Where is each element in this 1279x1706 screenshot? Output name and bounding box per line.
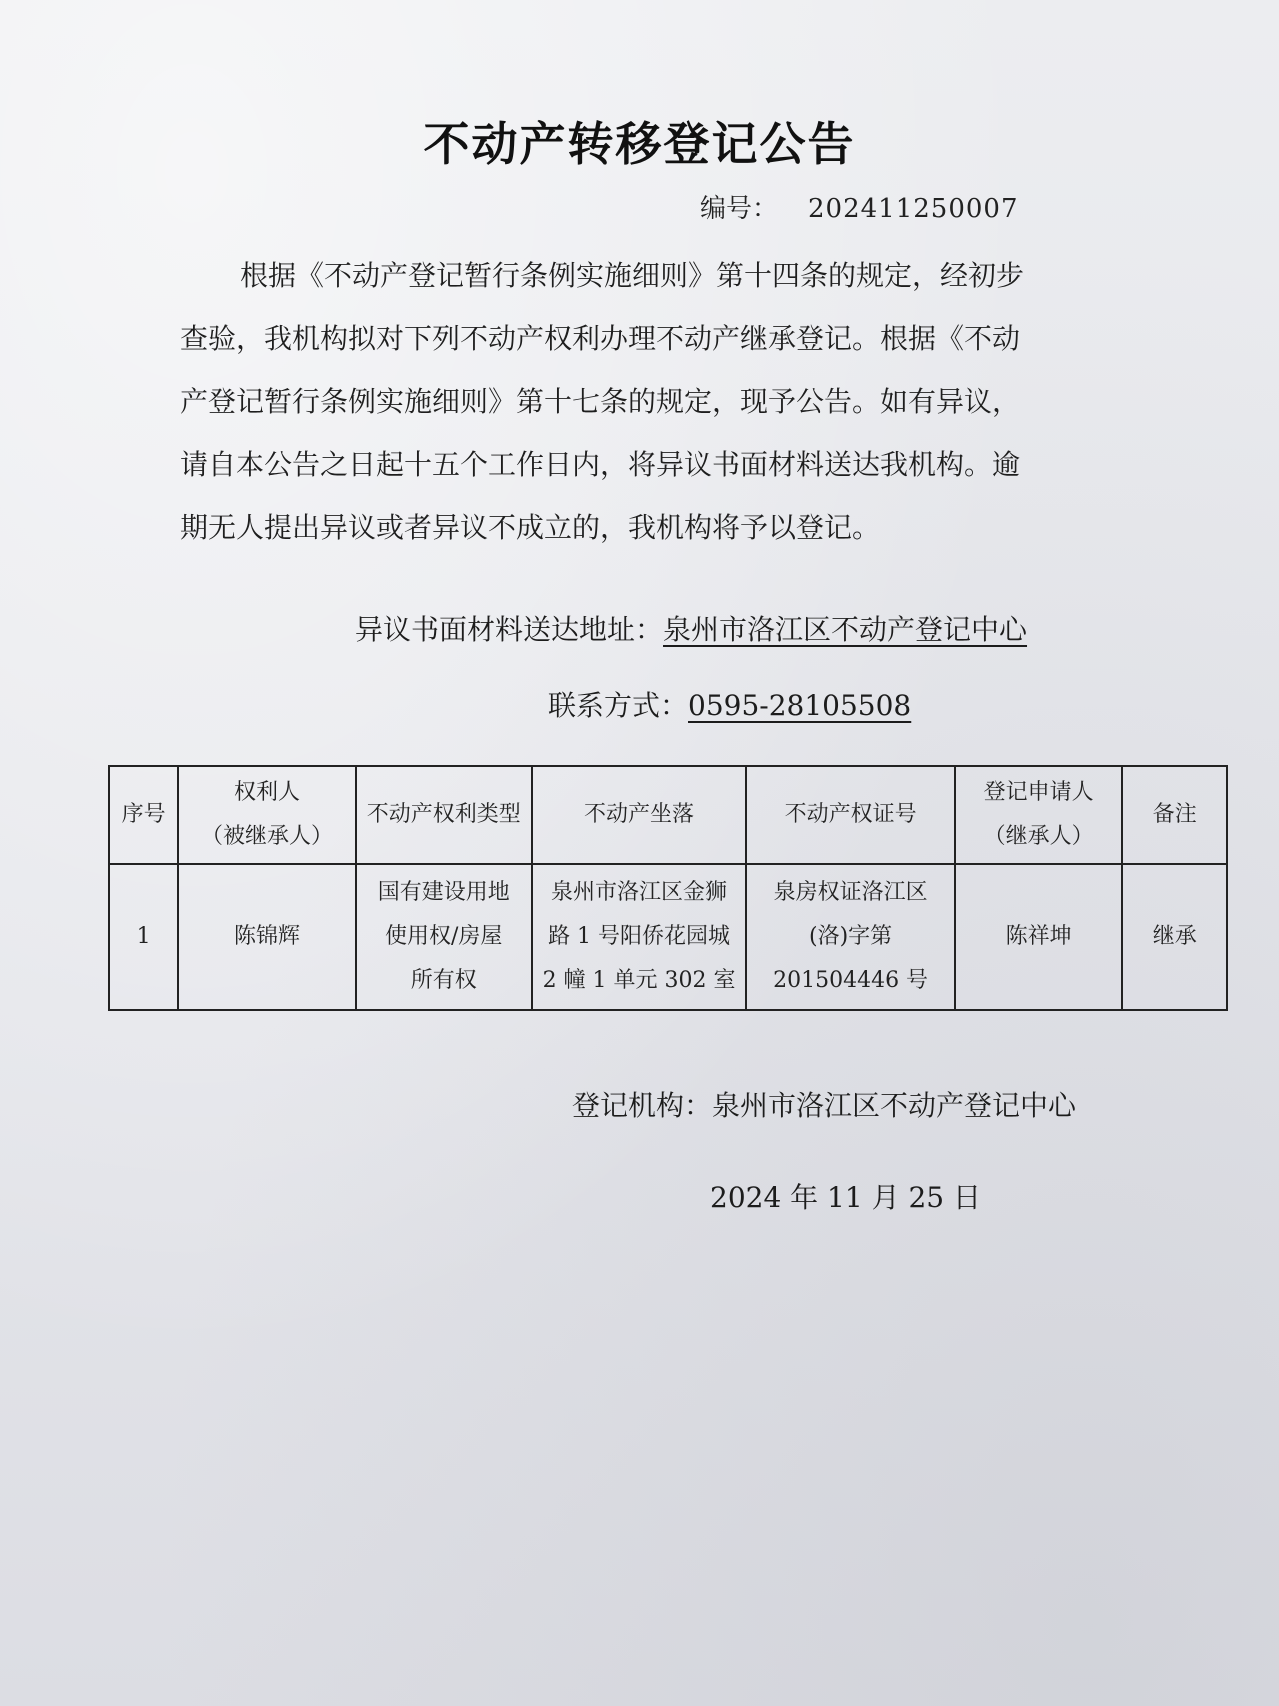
registration-org	[572, 1084, 1076, 1124]
body-line: 请自本公告之日起十五个工作日内，将异议书面材料送达我机构。逾	[180, 448, 1021, 481]
notice-body	[180, 244, 1130, 559]
objection-address-value: 泉州市洛江区不动产登记中心	[663, 613, 1028, 646]
contact-phone: 0595-28105508	[688, 689, 912, 722]
table-row	[109, 864, 1227, 1010]
cell-cert-line: 泉房权证洛江区	[773, 880, 928, 905]
body-line: 查验，我机构拟对下列不动产权利办理不动产继承登记。根据《不动	[180, 322, 1021, 355]
table-header-row	[109, 766, 1227, 864]
registration-org-label: 登记机构：	[572, 1089, 713, 1122]
cell-location-line: 2 幢 1 单元 302 室	[542, 968, 736, 993]
notice-number-value: 202411250007	[808, 194, 1019, 224]
contact-label: 联系方式：	[548, 689, 689, 722]
header-note: 备注	[1122, 766, 1227, 864]
property-table	[108, 765, 1228, 1011]
notice-number	[700, 188, 1019, 225]
body-line: 期无人提出异议或者异议不成立的，我机构将予以登记。	[180, 511, 881, 544]
cell-holder: 陈锦辉	[178, 864, 355, 1010]
notice-date: 2024 年 11 月 25 日	[710, 1181, 982, 1214]
cell-location-line: 路 1 号阳侨花园城	[548, 924, 731, 949]
body-line: 产登记暂行条例实施细则》第十七条的规定，现予公告。如有异议，	[180, 385, 1021, 418]
header-applicant-line2: （继承人）	[983, 824, 1094, 849]
registration-org-value: 泉州市洛江区不动产登记中心	[712, 1089, 1077, 1122]
header-holder-line2: （被继承人）	[200, 824, 333, 849]
cell-location	[532, 864, 747, 1010]
cell-applicant: 陈祥坤	[955, 864, 1123, 1010]
objection-address	[355, 608, 1027, 648]
cell-location-line: 泉州市洛江区金狮	[551, 880, 728, 905]
cell-cert-line: (洛)字第	[808, 924, 893, 949]
header-location: 不动产坐落	[532, 766, 747, 864]
header-holder-line1: 权利人	[233, 780, 300, 805]
cell-seq: 1	[109, 864, 178, 1010]
cell-right-type-line: 国有建设用地	[377, 880, 510, 905]
contact-info	[548, 684, 911, 724]
body-line: 根据《不动产登记暂行条例实施细则》第十四条的规定，经初步	[240, 259, 1025, 292]
cell-cert-no	[746, 864, 955, 1010]
cell-right-type	[356, 864, 532, 1010]
header-cert-no: 不动产权证号	[746, 766, 955, 864]
cell-note: 继承	[1122, 864, 1227, 1010]
cell-cert-line: 201504446 号	[773, 968, 929, 993]
header-applicant	[955, 766, 1123, 864]
objection-address-label: 异议书面材料送达地址：	[355, 613, 664, 646]
notice-title: 不动产转移登记公告	[423, 117, 856, 171]
notice-number-label: 编号：	[700, 194, 779, 224]
cell-right-type-line: 使用权/房屋	[385, 924, 503, 949]
cell-right-type-line: 所有权	[410, 968, 477, 993]
header-applicant-line1: 登记申请人	[983, 780, 1094, 805]
header-seq: 序号	[109, 766, 178, 864]
header-right-type: 不动产权利类型	[356, 766, 532, 864]
header-holder	[178, 766, 355, 864]
